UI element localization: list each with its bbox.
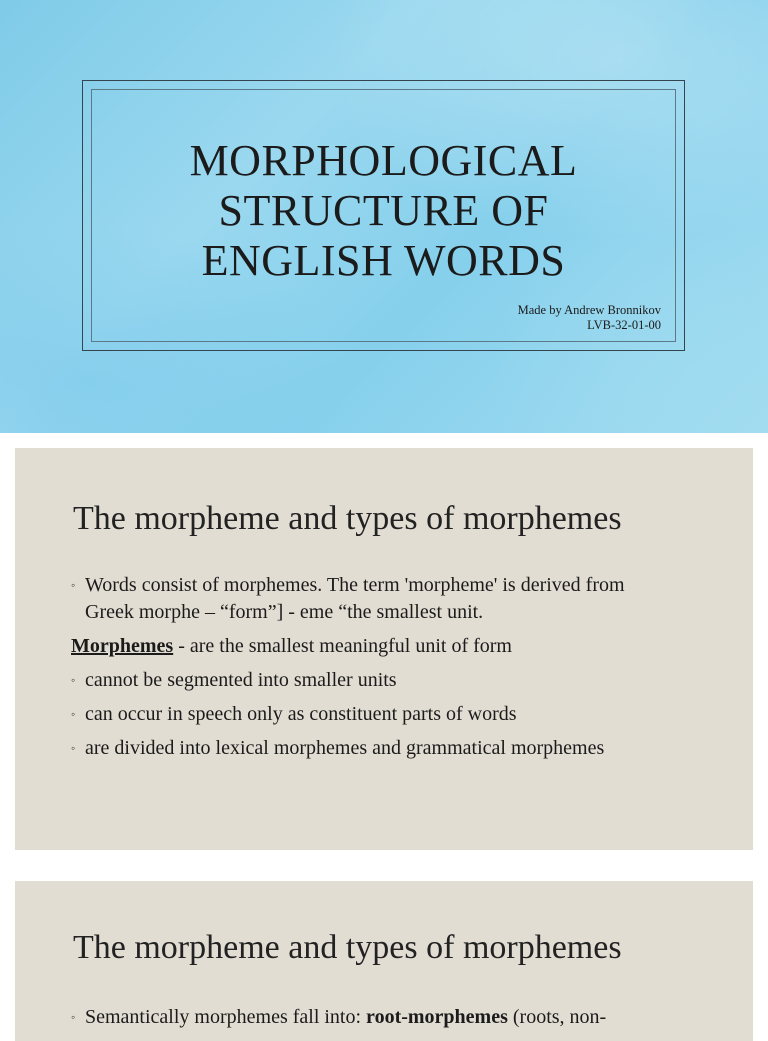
list-item (71, 701, 731, 728)
bullet-text-a: Semantically morphemes fall into: (85, 1006, 367, 1028)
bullet-marker-icon: ◦ (71, 673, 76, 687)
slide-title: The morpheme and types of morphemes (73, 500, 622, 537)
bullet-text: can occur in speech only as constituent parts of words (85, 703, 517, 725)
list-item (71, 735, 731, 762)
bullet-text-line1: Words consist of morphemes. The term 'morpheme' is derived from (85, 574, 625, 596)
content-slide-morpheme-types (15, 881, 753, 1041)
bullet-marker-icon: ◦ (71, 1010, 76, 1024)
content-slide-morphemes (15, 448, 753, 850)
slide-title: The morpheme and types of morphemes (73, 929, 622, 966)
root-morphemes-term: root-morphemes (366, 1006, 508, 1028)
list-item (71, 667, 731, 694)
title-line-1: MORPHOLOGICAL (189, 136, 578, 185)
title-line-2: STRUCTURE OF (218, 186, 549, 235)
group-code: LVB-32-01-00 (587, 318, 661, 332)
bullet-list (71, 572, 731, 769)
definition-term: Morphemes (71, 635, 174, 657)
bullet-marker-icon: ◦ (71, 578, 76, 592)
bullet-text-b: (roots, non- (507, 1006, 607, 1028)
bullet-marker-icon: ◦ (71, 741, 76, 755)
author-info (518, 303, 661, 333)
list-item (71, 1004, 731, 1031)
title-slide (0, 0, 768, 433)
title-line-3: ENGLISH WORDS (201, 236, 566, 285)
definition-item (71, 633, 731, 660)
definition-text: - are the smallest meaningful unit of form (173, 635, 512, 657)
bullet-list (71, 1004, 731, 1038)
list-item (71, 572, 731, 626)
bullet-text-line2: Greek morphe – “form”] - eme “the smallest unit. (85, 601, 484, 623)
title-frame (82, 80, 685, 351)
title-frame-inner (91, 89, 676, 342)
bullet-text: cannot be segmented into smaller units (85, 669, 397, 691)
author-name: Made by Andrew Bronnikov (517, 303, 661, 317)
bullet-marker-icon: ◦ (71, 707, 76, 721)
presentation-title (92, 136, 675, 286)
bullet-text: are divided into lexical morphemes and grammatical morphemes (85, 737, 605, 759)
